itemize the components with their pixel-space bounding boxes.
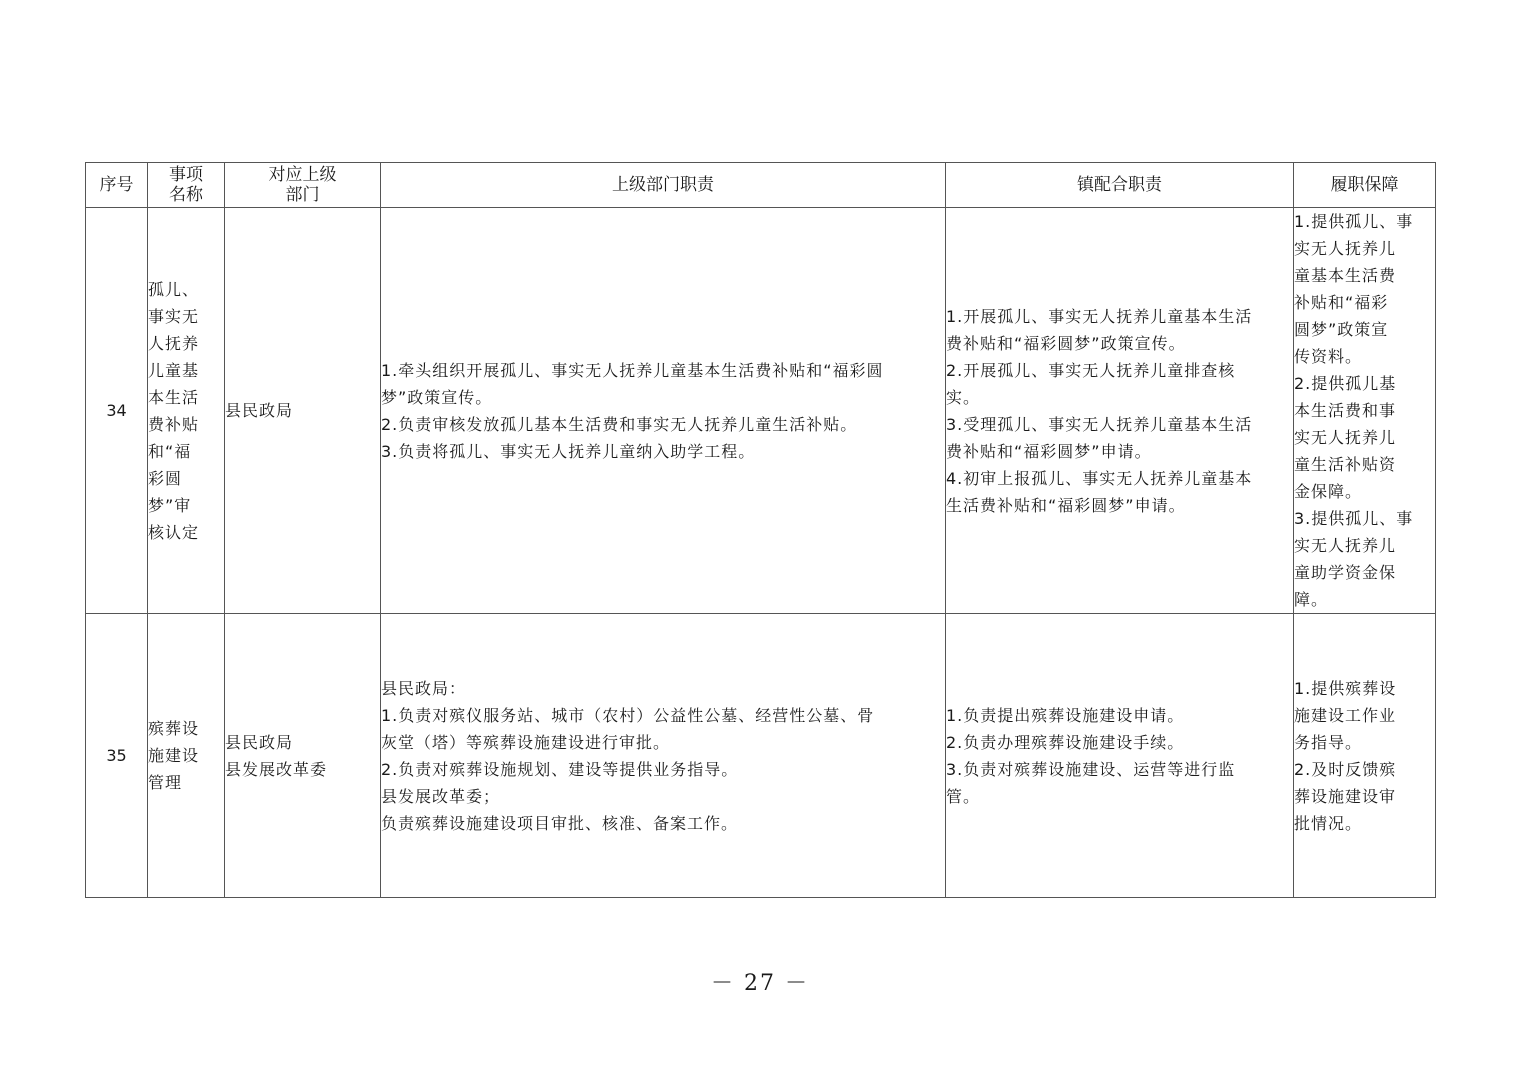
cell-line: 和“福 <box>148 441 192 461</box>
cell-line: 1.提供殡葬设 <box>1294 678 1397 698</box>
cell-line: 2.及时反馈殡 <box>1294 759 1397 779</box>
cell-line: 县民政局： <box>381 678 467 698</box>
cell-line: 2.负责审核发放孤儿基本生活费和事实无人抚养儿童生活补贴。 <box>381 414 858 434</box>
cell-line: 2.负责对殡葬设施规划、建设等提供业务指导。 <box>381 759 739 779</box>
cell-line: 施建设 <box>148 746 200 765</box>
cell-line: 2.提供孤儿基 <box>1294 374 1397 393</box>
cell-line: 孤儿、 <box>148 279 200 299</box>
cell-line: 县民政局 <box>225 732 294 752</box>
seq-cell: 35 <box>86 614 148 898</box>
cell-line: 施建设工作业 <box>1294 705 1397 725</box>
cell-line: 补贴和“福彩 <box>1294 293 1389 312</box>
town-duty-cell <box>946 614 1294 898</box>
table-row <box>86 208 1436 614</box>
cell-line: 实无人抚养儿 <box>1294 239 1397 258</box>
cell-line: 1.牵头组织开展孤儿、事实无人抚养儿童基本生活费补贴和“福彩圆 <box>381 360 884 380</box>
cell-line: 县民政局 <box>225 401 294 420</box>
header-item-name-line: 名称 <box>169 185 203 205</box>
cell-line: 梦”审 <box>148 495 192 515</box>
dept-cell <box>225 208 381 614</box>
cell-line: 葬设施建设审 <box>1294 786 1397 806</box>
item-name-cell <box>148 614 225 898</box>
cell-line: 梦”政策宣传。 <box>381 387 493 407</box>
dept-cell <box>225 614 381 898</box>
cell-line: 务指导。 <box>1294 732 1363 752</box>
item-name-cell <box>148 208 225 614</box>
header-dept-line: 部门 <box>285 185 320 205</box>
cell-line: 3.受理孤儿、事实无人抚养儿童基本生活 <box>946 414 1253 434</box>
cell-line: 儿童基 <box>148 360 200 380</box>
cell-line: 费补贴和“福彩圆梦”政策宣传。 <box>946 333 1186 353</box>
header-row <box>86 163 1436 208</box>
cell-line: 4.初审上报孤儿、事实无人抚养儿童基本 <box>946 468 1253 488</box>
cell-line: 2.开展孤儿、事实无人抚养儿童排查核 <box>946 360 1236 380</box>
header-town-duty: 镇配合职责 <box>946 163 1294 208</box>
cell-line: 3.提供孤儿、事 <box>1294 509 1414 528</box>
town-duty-cell <box>946 208 1294 614</box>
cell-line: 3.负责将孤儿、事实无人抚养儿童纳入助学工程。 <box>381 441 756 461</box>
cell-line: 管理 <box>148 773 183 792</box>
cell-line: 负责殡葬设施建设项目审批、核准、备案工作。 <box>381 813 739 833</box>
cell-line: 费补贴 <box>148 414 200 434</box>
cell-line: 障。 <box>1294 590 1329 609</box>
cell-line: 人抚养 <box>148 333 200 353</box>
cell-line: 费补贴和“福彩圆梦”申请。 <box>946 441 1152 461</box>
cell-line: 童生活补贴资 <box>1294 455 1397 474</box>
seq-cell: 34 <box>86 208 148 614</box>
cell-line: 圆梦”政策宣 <box>1294 320 1389 339</box>
cell-line: 事实无 <box>148 306 200 326</box>
header-upper-duty: 上级部门职责 <box>381 163 946 208</box>
guarantee-cell <box>1294 614 1436 898</box>
cell-line: 童助学资金保 <box>1294 563 1397 582</box>
cell-line: 1.提供孤儿、事 <box>1294 212 1414 231</box>
cell-line: 批情况。 <box>1294 813 1363 833</box>
cell-line: 本生活 <box>148 387 200 407</box>
cell-line: 县发展改革委； <box>381 786 501 806</box>
header-dept <box>225 163 381 208</box>
cell-line: 实无人抚养儿 <box>1294 536 1397 555</box>
header-seq: 序号 <box>86 163 148 208</box>
cell-line: 金保障。 <box>1294 482 1363 501</box>
guarantee-cell <box>1294 208 1436 614</box>
cell-line: 1.负责提出殡葬设施建设申请。 <box>946 705 1185 725</box>
cell-line: 殡葬设 <box>148 719 200 738</box>
header-item-name-line: 事项 <box>169 165 203 185</box>
header-dept-line: 对应上级 <box>268 165 337 185</box>
cell-line: 管。 <box>946 786 981 806</box>
upper-duty-cell <box>381 614 946 898</box>
header-guarantee: 履职保障 <box>1294 163 1436 208</box>
cell-line: 实。 <box>946 387 981 407</box>
cell-line: 彩圆 <box>148 468 183 488</box>
cell-line: 核认定 <box>148 522 200 542</box>
cell-line: 1.负责对殡仪服务站、城市（农村）公益性公墓、经营性公墓、骨 <box>381 705 875 725</box>
header-item-name <box>148 163 225 208</box>
cell-line: 童基本生活费 <box>1294 266 1397 285</box>
cell-line: 生活费补贴和“福彩圆梦”申请。 <box>946 495 1186 515</box>
duty-table <box>85 162 1436 898</box>
table-row <box>86 614 1436 898</box>
cell-line: 灰堂（塔）等殡葬设施建设进行审批。 <box>381 732 671 752</box>
cell-line: 2.负责办理殡葬设施建设手续。 <box>946 732 1185 752</box>
cell-line: 传资料。 <box>1294 347 1363 366</box>
cell-line: 3.负责对殡葬设施建设、运营等进行监 <box>946 759 1236 779</box>
cell-line: 实无人抚养儿 <box>1294 428 1397 447</box>
cell-line: 本生活费和事 <box>1294 401 1397 420</box>
upper-duty-cell <box>381 208 946 614</box>
cell-line: 县发展改革委 <box>225 759 328 779</box>
cell-line: 1.开展孤儿、事实无人抚养儿童基本生活 <box>946 306 1253 326</box>
page-number: － 27 － <box>711 971 809 996</box>
